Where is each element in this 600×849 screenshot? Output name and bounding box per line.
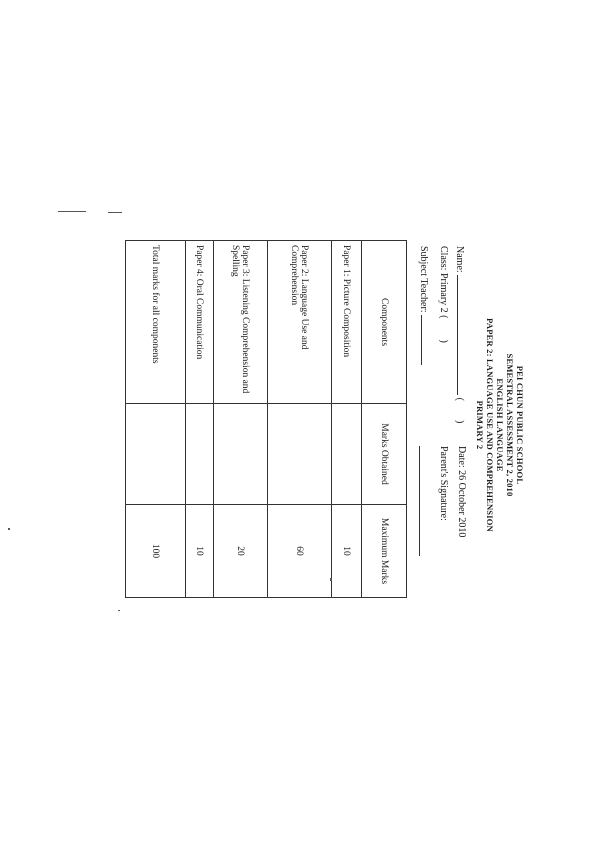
class-field	[438, 246, 449, 343]
school-name: PEI CHUN PUBLIC SCHOOL	[515, 365, 525, 485]
subject-teacher-field	[418, 246, 431, 365]
component-cell: Paper 2: Language Use and Comprehension	[268, 241, 332, 404]
header-components: Components	[362, 241, 407, 404]
paper-title: PAPER 2: LANGUAGE USE AND COMPREHENSION	[485, 318, 495, 532]
register-paren-close: )	[454, 420, 465, 424]
maximum-marks-cell: 60	[268, 505, 332, 598]
marks-obtained-cell[interactable]	[332, 404, 362, 505]
register-paren-open: (	[454, 397, 465, 401]
maximum-marks-cell: 10	[332, 505, 362, 598]
name-blank[interactable]	[457, 275, 467, 395]
table-row	[126, 241, 186, 598]
scan-speck	[58, 211, 86, 212]
class-paren-close: )	[438, 339, 449, 343]
marks-obtained-cell[interactable]	[214, 404, 268, 505]
date-field	[456, 446, 467, 537]
parent-signature-blank[interactable]	[419, 446, 429, 556]
scan-speck	[118, 610, 120, 611]
scan-speck	[330, 578, 332, 581]
exam-header	[475, 240, 525, 610]
table-row	[186, 241, 214, 598]
date-label: Date: 26 October 2010	[456, 446, 467, 538]
subject-title: ENGLISH LANGUAGE	[495, 378, 505, 472]
header-marks-obtained: Marks Obtained	[362, 404, 407, 505]
table-row	[268, 241, 332, 598]
scan-speck	[8, 528, 10, 530]
marks-table-header-row	[362, 241, 407, 598]
subject-teacher-blank[interactable]	[421, 315, 431, 365]
maximum-marks-cell: 10	[186, 505, 214, 598]
maximum-marks-cell: 20	[214, 505, 268, 598]
marks-table	[125, 240, 407, 598]
table-row	[332, 241, 362, 598]
component-cell: Total marks for all components	[126, 241, 186, 404]
parent-signature-blank-row	[416, 446, 429, 556]
marks-obtained-cell[interactable]	[268, 404, 332, 505]
scan-speck	[108, 212, 122, 213]
level-title: PRIMARY 2	[475, 400, 485, 450]
assessment-title: SEMESTRAL ASSESSMENT 2, 2010	[505, 353, 515, 497]
maximum-marks-cell: 100	[126, 505, 186, 598]
header-maximum-marks: Maximum Marks	[362, 505, 407, 598]
subject-teacher-label: Subject Teacher:	[418, 246, 429, 313]
component-cell: Paper 1: Picture Composition	[332, 241, 362, 404]
component-cell: Paper 4: Oral Communication	[186, 241, 214, 404]
name-field	[454, 246, 467, 423]
marks-obtained-cell[interactable]	[186, 404, 214, 505]
parent-signature-field	[438, 446, 449, 521]
marks-obtained-cell[interactable]	[126, 404, 186, 505]
component-cell: Paper 3: Listening Comprehension and Spelling	[214, 241, 268, 404]
parent-signature-label: Parent's Signature:	[438, 446, 449, 521]
table-row	[214, 241, 268, 598]
name-label: Name:	[454, 246, 465, 273]
rotated-exam-cover	[97, 240, 525, 610]
class-label: Class: Primary 2 (	[438, 246, 449, 319]
